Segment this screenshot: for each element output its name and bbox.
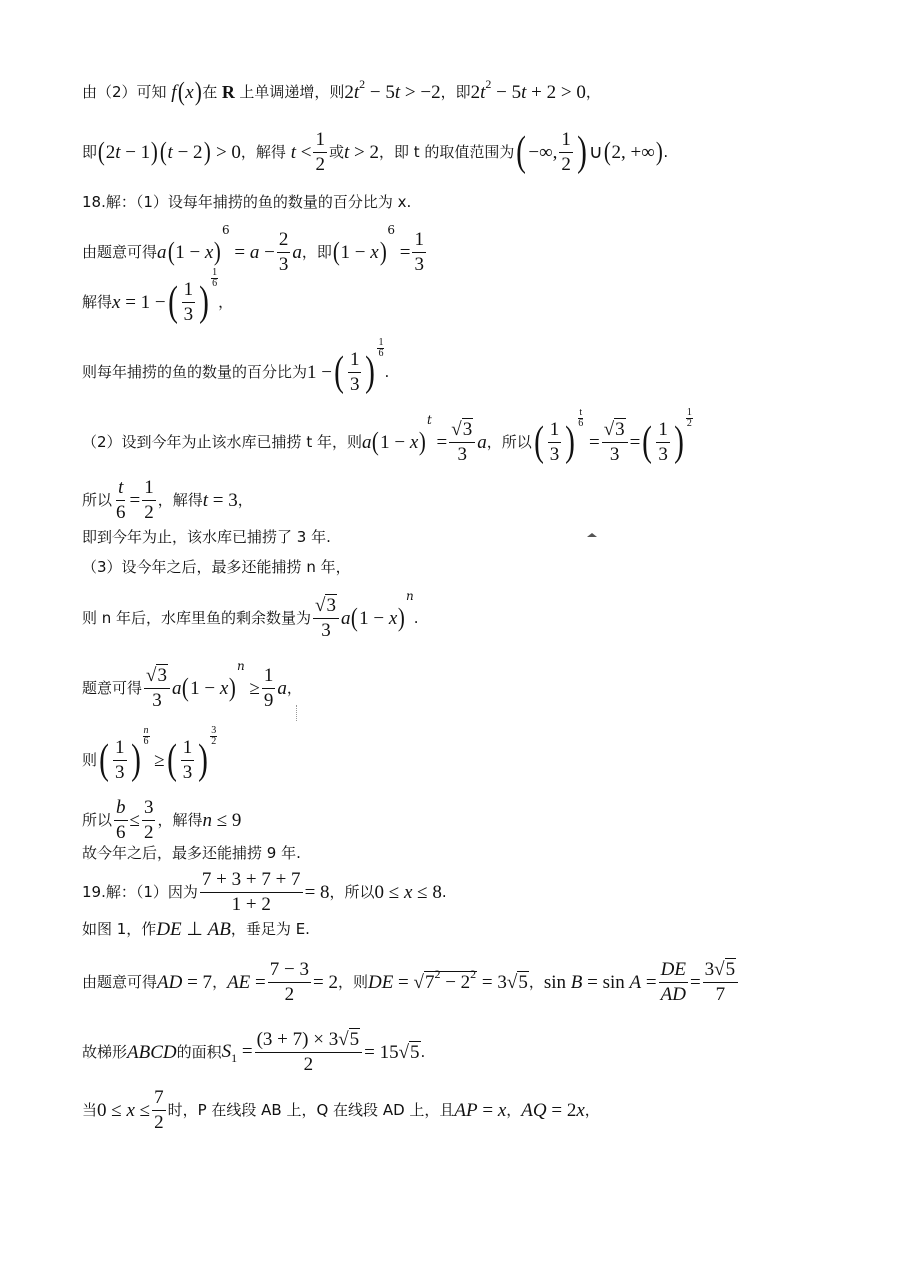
solution-line-7: （2）设到今年为止该水库已捕捞 t 年，则 a ( 1 − x ) $^t$ = $\frac{√3}{3}$ a ，所以 ( $\frac{1}{3}$ ) $\frac{t}{6}$ = $\frac{√3}{3}$ = ( $\frac{1}{3}$ ) 1 2 (82, 406, 692, 465)
solution-line-4: 由题意可得 a ( 1 − x ) $^6$ = a − $\frac{2}{3}$ a ，即 ( 1 − x ) $^6$ = $\frac{1}{3}$ (82, 223, 424, 275)
solution-line-8: 所以 $\frac{t}{6}$ = $\frac{1}{2}$ ，解得 t = 3 ， (82, 477, 253, 523)
solution-line-11: 则 n 年后，水库里鱼的剩余数量为 $\frac{√3}{3}$ a ( 1 − x ) $^n$ . (82, 589, 419, 641)
stray-dots (296, 705, 298, 721)
solution-line-2: 即 ( 2t − 1 ) ( t − 2 ) > 0 ，解得 t < $\frac{1}{2}$ 或 t > 2 ，即 t 的取值范围为 ( −∞, $\frac{1}{2}$ ) ∪ ( 2, +∞ ) . (82, 128, 669, 175)
solution-line-1: 由（2）可知 f ( x ) 在 R 上单调递增，则 $2t^2 - 5t > -2$ ，即 $2t^2 - 5t + 2 > 0$ ， (82, 76, 601, 106)
solution-line-17: 如图 1，作 DE ⊥ AB ，垂足为 E. (82, 919, 310, 940)
solution-line-6: 则每年捕捞的鱼的数量的百分比为 1 − ( $\frac{1}{3}$ ) 1 6 . (82, 336, 390, 395)
problem-18-heading: 18.解：（1）设每年捕捞的鱼的数量的百分比为 x. (82, 193, 412, 211)
solution-line-9: 即到今年为止，该水库已捕捞了 3 年. (82, 528, 331, 546)
solution-line-5: 解得 x = 1 − ( $\frac{1}{3}$ ) 1 6 ， (82, 266, 234, 325)
solution-line-20: 当 0 ≤ x ≤ $\frac{7}{2}$ 时，P 在线段 AB 上，Q 在线段 AD 上，且 AP = x ， AQ = 2x ， (82, 1087, 600, 1133)
solution-line-12: 题意可得 $\frac{√3}{3}$ a ( 1 − x ) $^n$ ≥ $\frac{1}{9}$ a ， (82, 659, 302, 711)
solution-line-10: （3）设今年之后，最多还能捕捞 n 年， (82, 558, 351, 576)
solution-line-18: 由题意可得 AD = 7 ， AE = $\frac{7 - 3}{2}$ = 2 ，则 DE = $√7^2 - 2^2 = 3√5$ ， sin B = sin A = $\frac{DE}{AD}$ = $\frac{3√5}{7}$ (82, 960, 740, 1005)
solution-line-14: 所以 $\frac{b}{6}$ ≤ $\frac{3}{2}$ ，解得 n ≤ 9 (82, 797, 242, 843)
solution-line-13: 则 ( $\frac{1}{3}$ ) $\frac{n}{6}$ ≥ ( $\frac{1}{3}$ ) 3 2 (82, 724, 217, 783)
solution-line-19: 故梯形 ABCD 的面积 $S_1$ = $\frac{(3 + 7) \times 3√5}{2}$ = 15√5 . (82, 1029, 426, 1075)
problem-19-heading: 19.解：（1）因为 $\frac{7 + 3 + 7 + 7}{1 + 2}$ = 8 ，所以 0 ≤ x ≤ 8 . (82, 869, 447, 915)
solution-line-15: 故今年之后，最多还能捕捞 9 年. (82, 844, 301, 862)
stray-mark (587, 533, 597, 537)
